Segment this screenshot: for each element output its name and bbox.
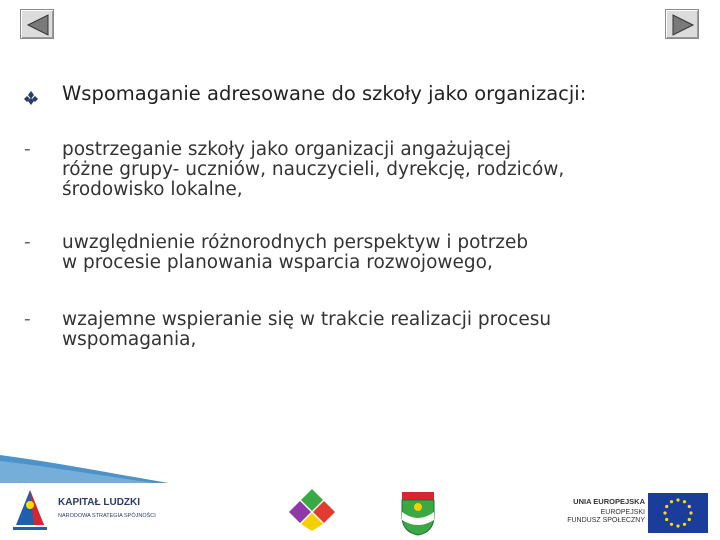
- diamond-logo-icon: [287, 487, 337, 531]
- kapital-ludzki-subtitle: NARODOWA STRATEGIA SPÓJNOŚCI: [58, 513, 156, 519]
- eu-star: [676, 524, 679, 527]
- diamond-bullet-icon: [24, 87, 38, 110]
- heading-text: Wspomaganie adresowane do szkoły jako organizacji:: [62, 82, 587, 105]
- eu-star: [663, 511, 666, 514]
- item-marker: -: [24, 139, 31, 160]
- item-text: uwzględnienie różnorodnych perspektyw i potrzeb w procesie planowania wsparcia rozwojowego,: [62, 232, 529, 273]
- eu-star: [665, 505, 668, 508]
- eu-line-2: EUROPEJSKI: [600, 509, 645, 516]
- crest-icon: [398, 490, 438, 536]
- eu-line-1: UNIA EUROPEJSKA: [573, 497, 645, 506]
- kapital-ludzki-logo: [8, 485, 173, 535]
- previous-slide-button[interactable]: [20, 9, 54, 39]
- eu-star: [665, 518, 668, 521]
- item-text: postrzeganie szkoły jako organizacji angażującej różne grupy- uczniów, nauczycieli, dyrekcję, rodziców, środowisko lokalne,: [62, 139, 565, 200]
- eu-flag-icon: [648, 493, 708, 533]
- eu-star: [688, 505, 691, 508]
- kapital-ludzki-emblem-icon: [8, 485, 53, 535]
- eu-star: [670, 523, 673, 526]
- next-slide-button[interactable]: [665, 9, 699, 39]
- eu-star: [683, 500, 686, 503]
- triangle-left-icon: [21, 10, 55, 40]
- kapital-ludzki-title: KAPITAŁ LUDZKI: [58, 497, 141, 508]
- item-marker: -: [24, 232, 31, 253]
- eu-star: [670, 500, 673, 503]
- eu-line-3: FUNDUSZ SPOŁECZNY: [567, 517, 645, 524]
- item-text: wzajemne wspieranie się w trakcie realizacji procesu wspomagania,: [62, 309, 552, 350]
- eu-star: [689, 511, 692, 514]
- triangle-right-icon: [666, 10, 700, 40]
- eu-fund-text: [563, 497, 645, 524]
- municipal-crest: [398, 490, 438, 536]
- project-diamond-logo: [287, 487, 337, 539]
- eu-star: [676, 498, 679, 501]
- eu-star: [688, 518, 691, 521]
- eu-star: [683, 523, 686, 526]
- item-marker: -: [24, 309, 31, 330]
